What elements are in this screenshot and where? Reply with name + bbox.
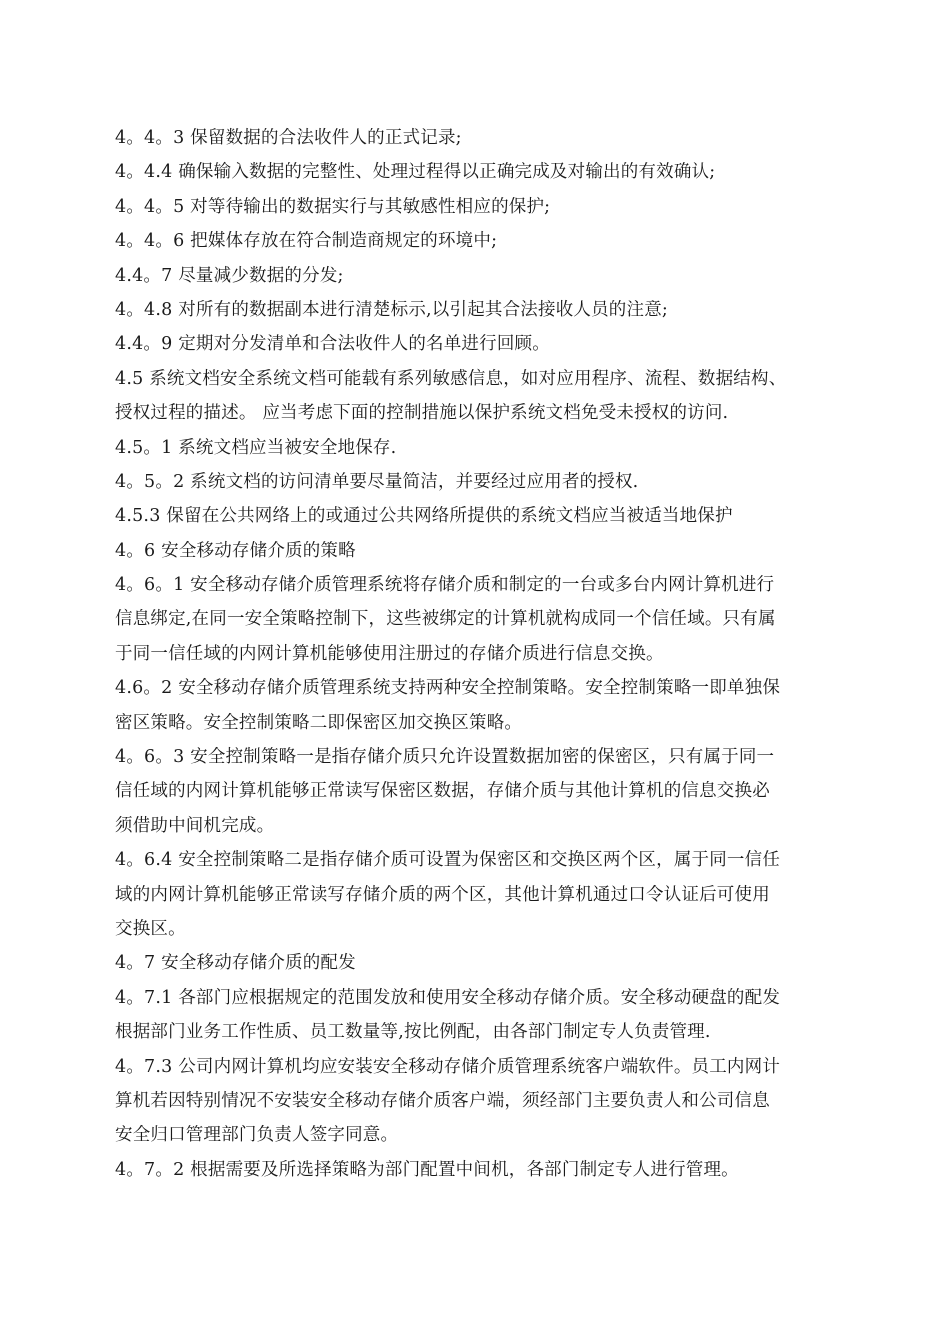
text-line: 4。6 安全移动存储介质的策略 xyxy=(115,540,356,561)
text-line: 4。7。2 根据需要及所选择策略为部门配置中间机，各部门制定专人进行管理。 xyxy=(115,1159,739,1180)
text-line: 4.4。7 尽量减少数据的分发; xyxy=(115,265,344,286)
text-line: 4。6。1 安全移动存储介质管理系统将存储介质和制定的一台或多台内网计算机进行 xyxy=(115,575,775,596)
text-line: 4。6.4 安全控制策略二是指存储介质可设置为保密区和交换区两个区，属于同一信任 xyxy=(115,850,781,871)
text-line: 域的内网计算机能够正常读写存储介质的两个区，其他计算机通过口令认证后可使用 xyxy=(115,884,770,905)
text-line: 信任域的内网计算机能够正常读写保密区数据，存储介质与其他计算机的信息交换必 xyxy=(115,781,770,802)
text-line: 4.5。1 系统文档应当被安全地保存. xyxy=(115,437,397,458)
text-line: 须借助中间机完成。 xyxy=(115,815,275,836)
text-line: 4。4。3 保留数据的合法收件人的正式记录; xyxy=(115,128,462,148)
text-line: 安全归口管理部门负责人签字同意。 xyxy=(115,1125,399,1146)
text-line: 4.5.3 保留在公共网络上的或通过公共网络所提供的系统文档应当被适当地保护 xyxy=(115,506,733,527)
text-line: 信息绑定,在同一安全策略控制下，这些被绑定的计算机就构成同一个信任域。只有属 xyxy=(115,609,776,630)
text-line: 4.4。9 定期对分发清单和合法收件人的名单进行回顾。 xyxy=(115,334,550,355)
text-line: 4。7.1 各部门应根据规定的范围发放和使用安全移动存储介质。安全移动硬盘的配发 xyxy=(115,987,781,1008)
text-line: 4。7.3 公司内网计算机均应安装安全移动存储介质管理系统客户端软件。员工内网计 xyxy=(115,1056,781,1077)
text-line: 根据部门业务工作性质、员工数量等,按比例配，由各部门制定专人负责管理. xyxy=(115,1022,711,1043)
text-line: 4。4.4 确保输入数据的完整性、处理过程得以正确完成及对输出的有效确认; xyxy=(115,162,716,183)
text-line: 4。5。2 系统文档的访问清单要尽量简洁，并要经过应用者的授权. xyxy=(115,471,639,492)
text-line: 4.6。2 安全移动存储介质管理系统支持两种安全控制策略。安全控制策略一即单独保 xyxy=(115,678,781,699)
text-line: 密区策略。安全控制策略二即保密区加交换区策略。 xyxy=(115,712,523,733)
document-body xyxy=(115,121,840,1187)
text-line: 交换区。 xyxy=(115,918,186,939)
text-line: 4.5 系统文档安全系统文档可能载有系列敏感信息，如对应用程序、流程、数据结构、 xyxy=(115,368,787,389)
text-line: 于同一信任域的内网计算机能够使用注册过的存储介质进行信息交换。 xyxy=(115,643,664,664)
text-line: 4。6。3 安全控制策略一是指存储介质只允许设置数据加密的保密区，只有属于同一 xyxy=(115,747,775,768)
text-line: 4。4.8 对所有的数据副本进行清楚标示,以引起其合法接收人员的注意; xyxy=(115,299,668,320)
text-line: 4。7 安全移动存储介质的配发 xyxy=(115,953,356,974)
text-line: 算机若因特别情况不安装安全移动存储介质客户端，须经部门主要负责人和公司信息 xyxy=(115,1090,770,1111)
text-line: 4。4。6 把媒体存放在符合制造商规定的环境中; xyxy=(115,231,498,252)
text-line: 授权过程的描述。 应当考虑下面的控制措施以保护系统文档免受未授权的访问. xyxy=(115,403,729,424)
text-line: 4。4。5 对等待输出的数据实行与其敏感性相应的保护; xyxy=(115,196,551,217)
